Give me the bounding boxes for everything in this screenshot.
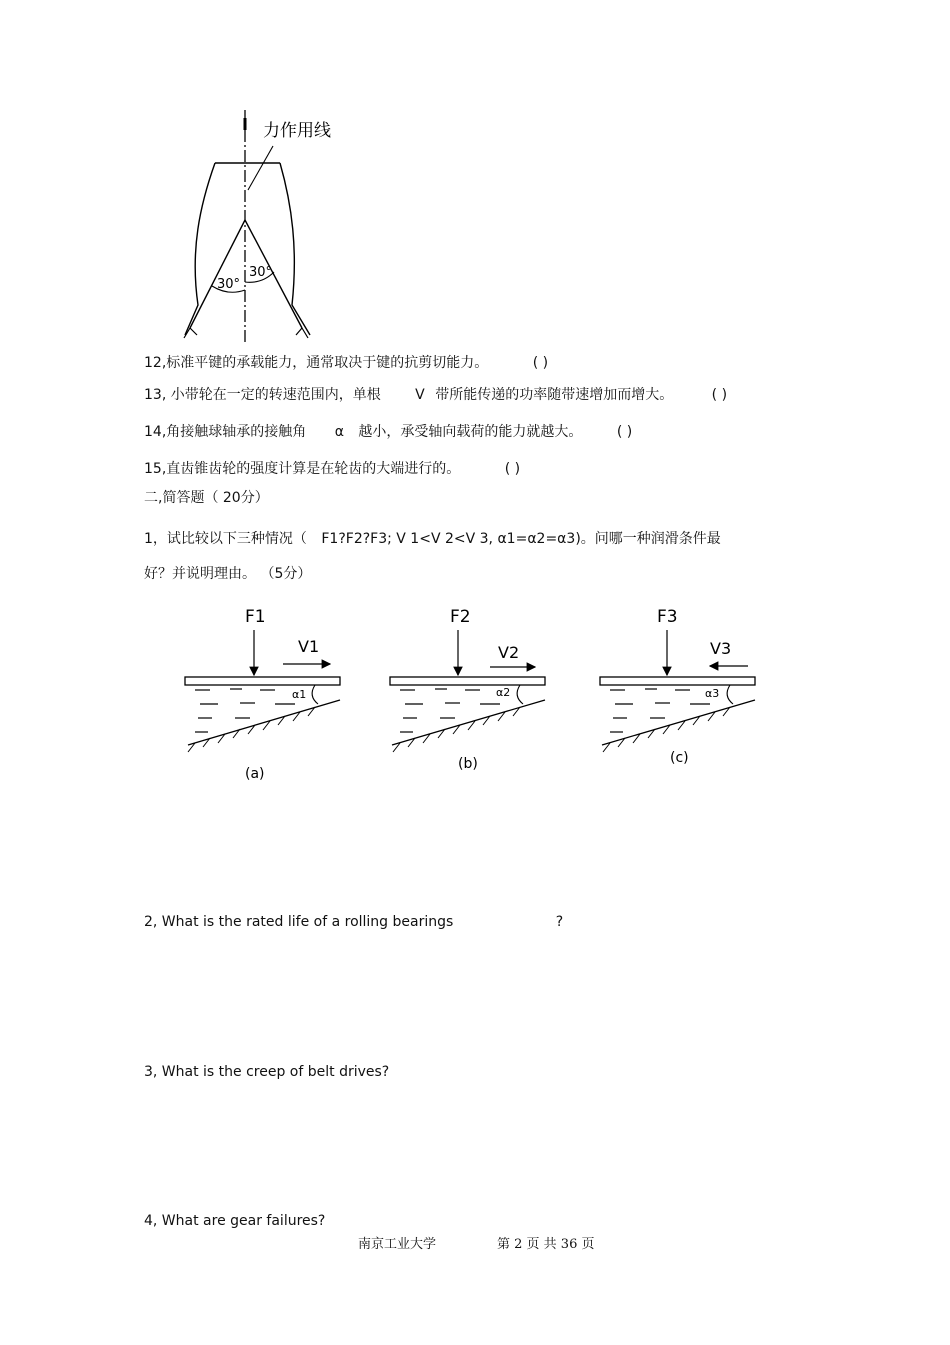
panel-a-velocity: V1	[298, 637, 320, 656]
question-12-text: 12,标准平键的承载能力，通常取决于键的抗剪切能力。	[144, 355, 489, 371]
panel-c-velocity: V3	[710, 639, 732, 658]
lubrication-figure	[180, 600, 770, 790]
panel-c-force: F3	[657, 607, 678, 627]
question-2-mark: ?	[555, 914, 564, 930]
panel-b-velocity: V2	[498, 643, 520, 662]
panel-b-angle: α2	[496, 686, 511, 699]
question-1-line2: 好？并说明理由。 （5分）	[144, 566, 312, 582]
panel-b-caption: (b)	[458, 756, 478, 772]
line-label: 力作用线	[263, 121, 331, 141]
question-14	[144, 421, 632, 441]
question-14-symbol: α	[334, 424, 344, 440]
panel-a-force: F1	[245, 607, 266, 627]
section-title: 二,简答题（ 20分）	[144, 490, 269, 506]
question-14-rest: 越小，承受轴向载荷的能力就越大。	[358, 424, 583, 440]
panel-a-caption: (a)	[245, 766, 265, 782]
panel-c-caption: (c)	[670, 750, 689, 766]
question-2-text: 2, What is the rated life of a rolling bearings	[144, 914, 454, 930]
question-2	[144, 914, 563, 930]
question-14-text: 14,角接触球轴承的接触角	[144, 424, 307, 440]
question-15	[144, 458, 520, 478]
force-line-diagram	[170, 110, 370, 345]
question-12	[144, 352, 548, 372]
question-1-intro: 1，试比较以下三种情况（	[144, 531, 307, 547]
panel-a-angle: α1	[292, 688, 307, 701]
question-4: 4, What are gear failures?	[144, 1213, 326, 1229]
panel-c-angle: α3	[705, 687, 720, 700]
angle-left-label: 30°	[217, 277, 241, 292]
answer-paren-15: ( )	[504, 461, 521, 477]
question-13-rest: 带所能传递的功率随带速增加而增大。	[435, 387, 674, 403]
panel-b	[390, 607, 545, 772]
panel-c	[600, 607, 755, 766]
question-13-text: 13, 小带轮在一定的转速范围内，单根	[144, 387, 381, 403]
footer-page-number: 第 2 页 共 36 页	[497, 1237, 595, 1252]
answer-paren-13: ( )	[711, 387, 728, 403]
question-15-text: 15,直齿锥齿轮的强度计算是在轮齿的大端进行的。	[144, 461, 461, 477]
question-13	[144, 384, 727, 404]
answer-paren-12: ( )	[532, 355, 549, 371]
question-1-line1	[144, 528, 721, 548]
question-13-symbol: V	[415, 387, 425, 403]
angle-right-label: 30°	[249, 265, 273, 280]
answer-paren-14: ( )	[616, 424, 633, 440]
question-3: 3, What is the creep of belt drives?	[144, 1064, 390, 1080]
footer-school: 南京工业大学	[358, 1237, 437, 1252]
question-1-conditions: F1?F2?F3; V 1<V 2<V 3, α1=α2=α3)。问哪一种润滑条件最	[321, 531, 721, 547]
panel-b-force: F2	[450, 607, 471, 627]
panel-a	[185, 607, 340, 782]
